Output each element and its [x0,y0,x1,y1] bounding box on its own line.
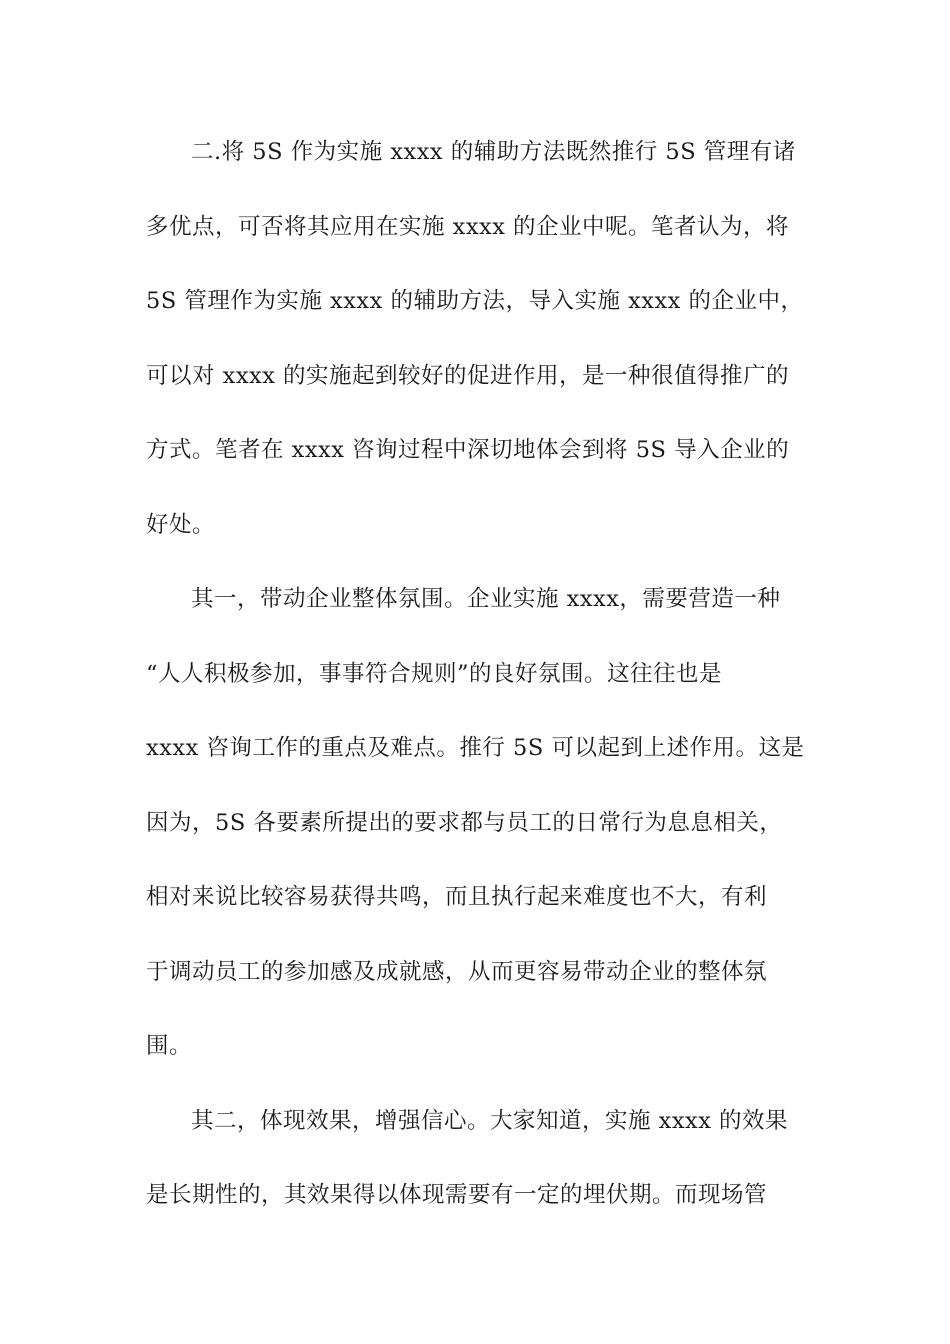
paragraph-line: 二.将 5S 作为实施 xxxx 的辅助方法既然推行 5S 管理有诸 [191,139,796,165]
paragraph-line: 其一，带动企业整体氛围。企业实施 xxxx，需要营造一种 [191,586,781,612]
paragraph-line: 围。 [146,1033,193,1059]
paragraph-3 [146,1084,806,1233]
paragraph-line: 5S 管理作为实施 xxxx 的辅助方法，导入实施 xxxx 的企业中， [146,288,804,314]
paragraph-line: xxxx 咨询工作的重点及难点。推行 5S 可以起到上述作用。这是 [146,735,805,761]
paragraph-line: 是长期性的，其效果得以体现需要有一定的埋伏期。而现场管 [146,1182,768,1208]
paragraph-1 [146,115,806,562]
paragraph-line: 多优点，可否将其应用在实施 xxxx 的企业中呢。笔者认为，将 [146,213,790,240]
paragraph-line: 好处。 [146,511,216,538]
document-body [146,115,806,1233]
paragraph-line: 方式。笔者在 xxxx 咨询过程中深切地体会到将 5S 导入企业的 [146,437,790,463]
paragraph-2 [146,562,806,1084]
paragraph-line: “人人积极参加，事事符合规则”的良好氛围。这往往也是 [146,660,723,687]
paragraph-line: 可以对 xxxx 的实施起到较好的促进作用，是一种很值得推广的 [146,362,790,389]
paragraph-line: 其二，体现效果，增强信心。大家知道，实施 xxxx 的效果 [191,1107,789,1134]
paragraph-line: 因为，5S 各要素所提出的要求都与员工的日常行为息息相关， [146,809,783,836]
paragraph-line: 相对来说比较容易获得共鸣，而且执行起来难度也不大，有利 [146,884,768,910]
paragraph-line: 于调动员工的参加感及成就感，从而更容易带动企业的整体氛 [146,958,768,985]
